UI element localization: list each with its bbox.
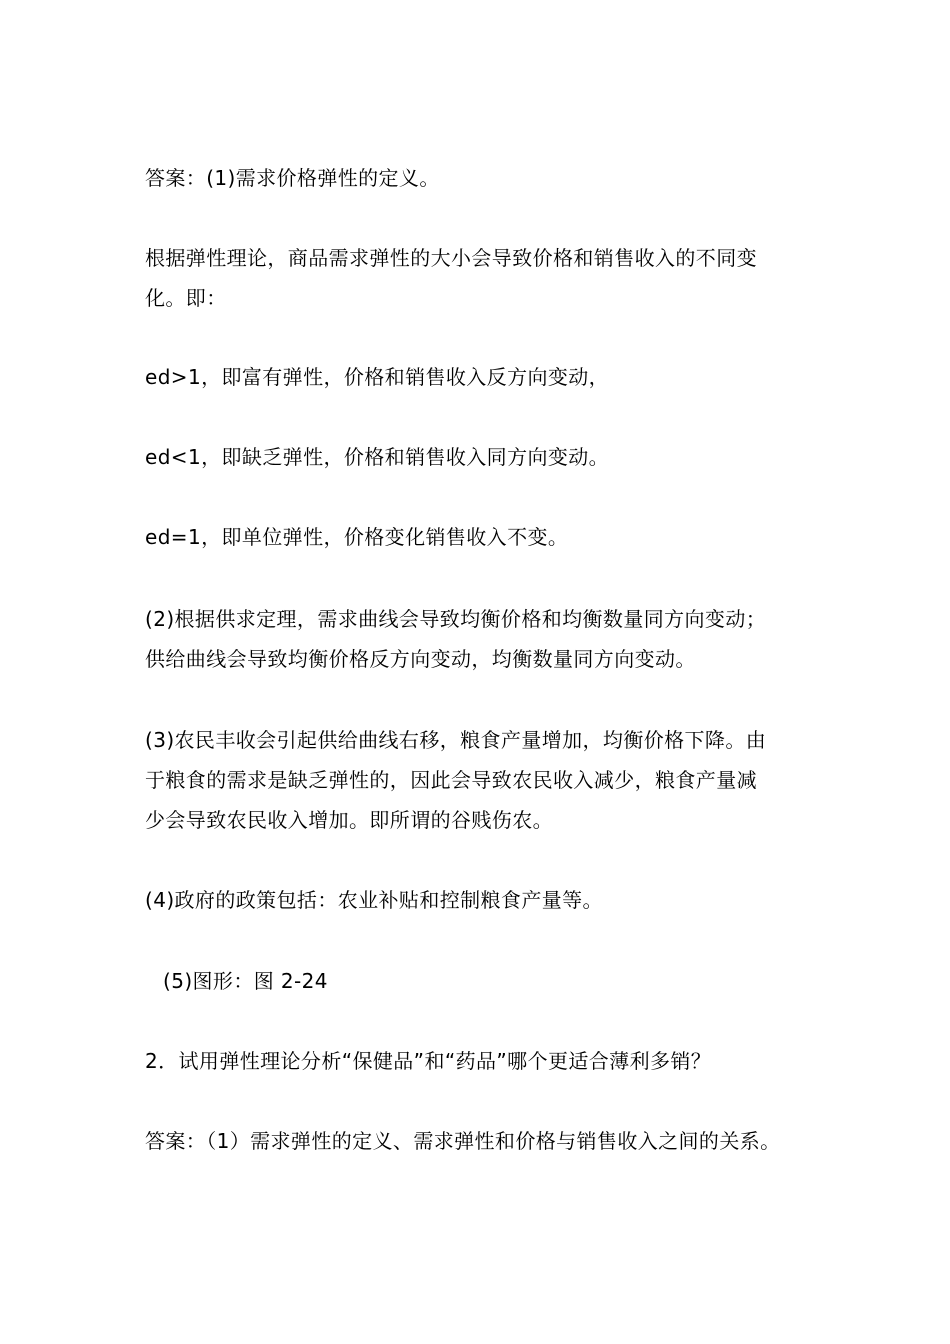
elasticity-theory-paragraph	[145, 238, 815, 318]
harvest-paragraph	[145, 720, 815, 840]
text-line: (5)图形：图 2-24	[163, 969, 328, 993]
text-line: ed<1，即缺乏弹性，价格和销售收入同方向变动。	[145, 445, 610, 469]
government-policy-line	[145, 880, 815, 920]
text-line: 答案：（1）需求弹性的定义、需求弹性和价格与销售收入之间的关系。	[145, 1129, 781, 1153]
text-line: ed=1，即单位弹性，价格变化销售收入不变。	[145, 525, 569, 549]
text-line: 根据弹性理论，商品需求弹性的大小会导致价格和销售收入的不同变	[145, 246, 757, 270]
text-line: (3)农民丰收会引起供给曲线右移，粮食产量增加，均衡价格下降。由	[145, 728, 767, 752]
text-line: (2)根据供求定理，需求曲线会导致均衡价格和均衡数量同方向变动；	[145, 607, 767, 631]
unit-elastic-case-line	[145, 517, 815, 557]
text-line: 化。即：	[145, 286, 227, 310]
figure-reference-line	[163, 961, 833, 1001]
answer-2-heading	[145, 1121, 815, 1161]
inelastic-case-line	[145, 437, 815, 477]
text-line: ed>1，即富有弹性，价格和销售收入反方向变动，	[145, 365, 610, 389]
answer-1-heading	[145, 158, 815, 198]
text-line: 于粮食的需求是缺乏弹性的，因此会导致农民收入减少，粮食产量减	[145, 768, 757, 792]
text-line: 供给曲线会导致均衡价格反方向变动，均衡数量同方向变动。	[145, 647, 696, 671]
text-line: 2．试用弹性理论分析“保健品”和“药品”哪个更适合薄利多销？	[145, 1049, 712, 1073]
supply-demand-theorem-paragraph	[145, 599, 815, 679]
text-line: 少会导致农民收入增加。即所谓的谷贱伤农。	[145, 808, 553, 832]
text-line: 答案：(1)需求价格弹性的定义。	[145, 166, 440, 190]
elastic-case-line	[145, 357, 815, 397]
question-2	[145, 1041, 815, 1081]
text-line: (4)政府的政策包括：农业补贴和控制粮食产量等。	[145, 888, 603, 912]
